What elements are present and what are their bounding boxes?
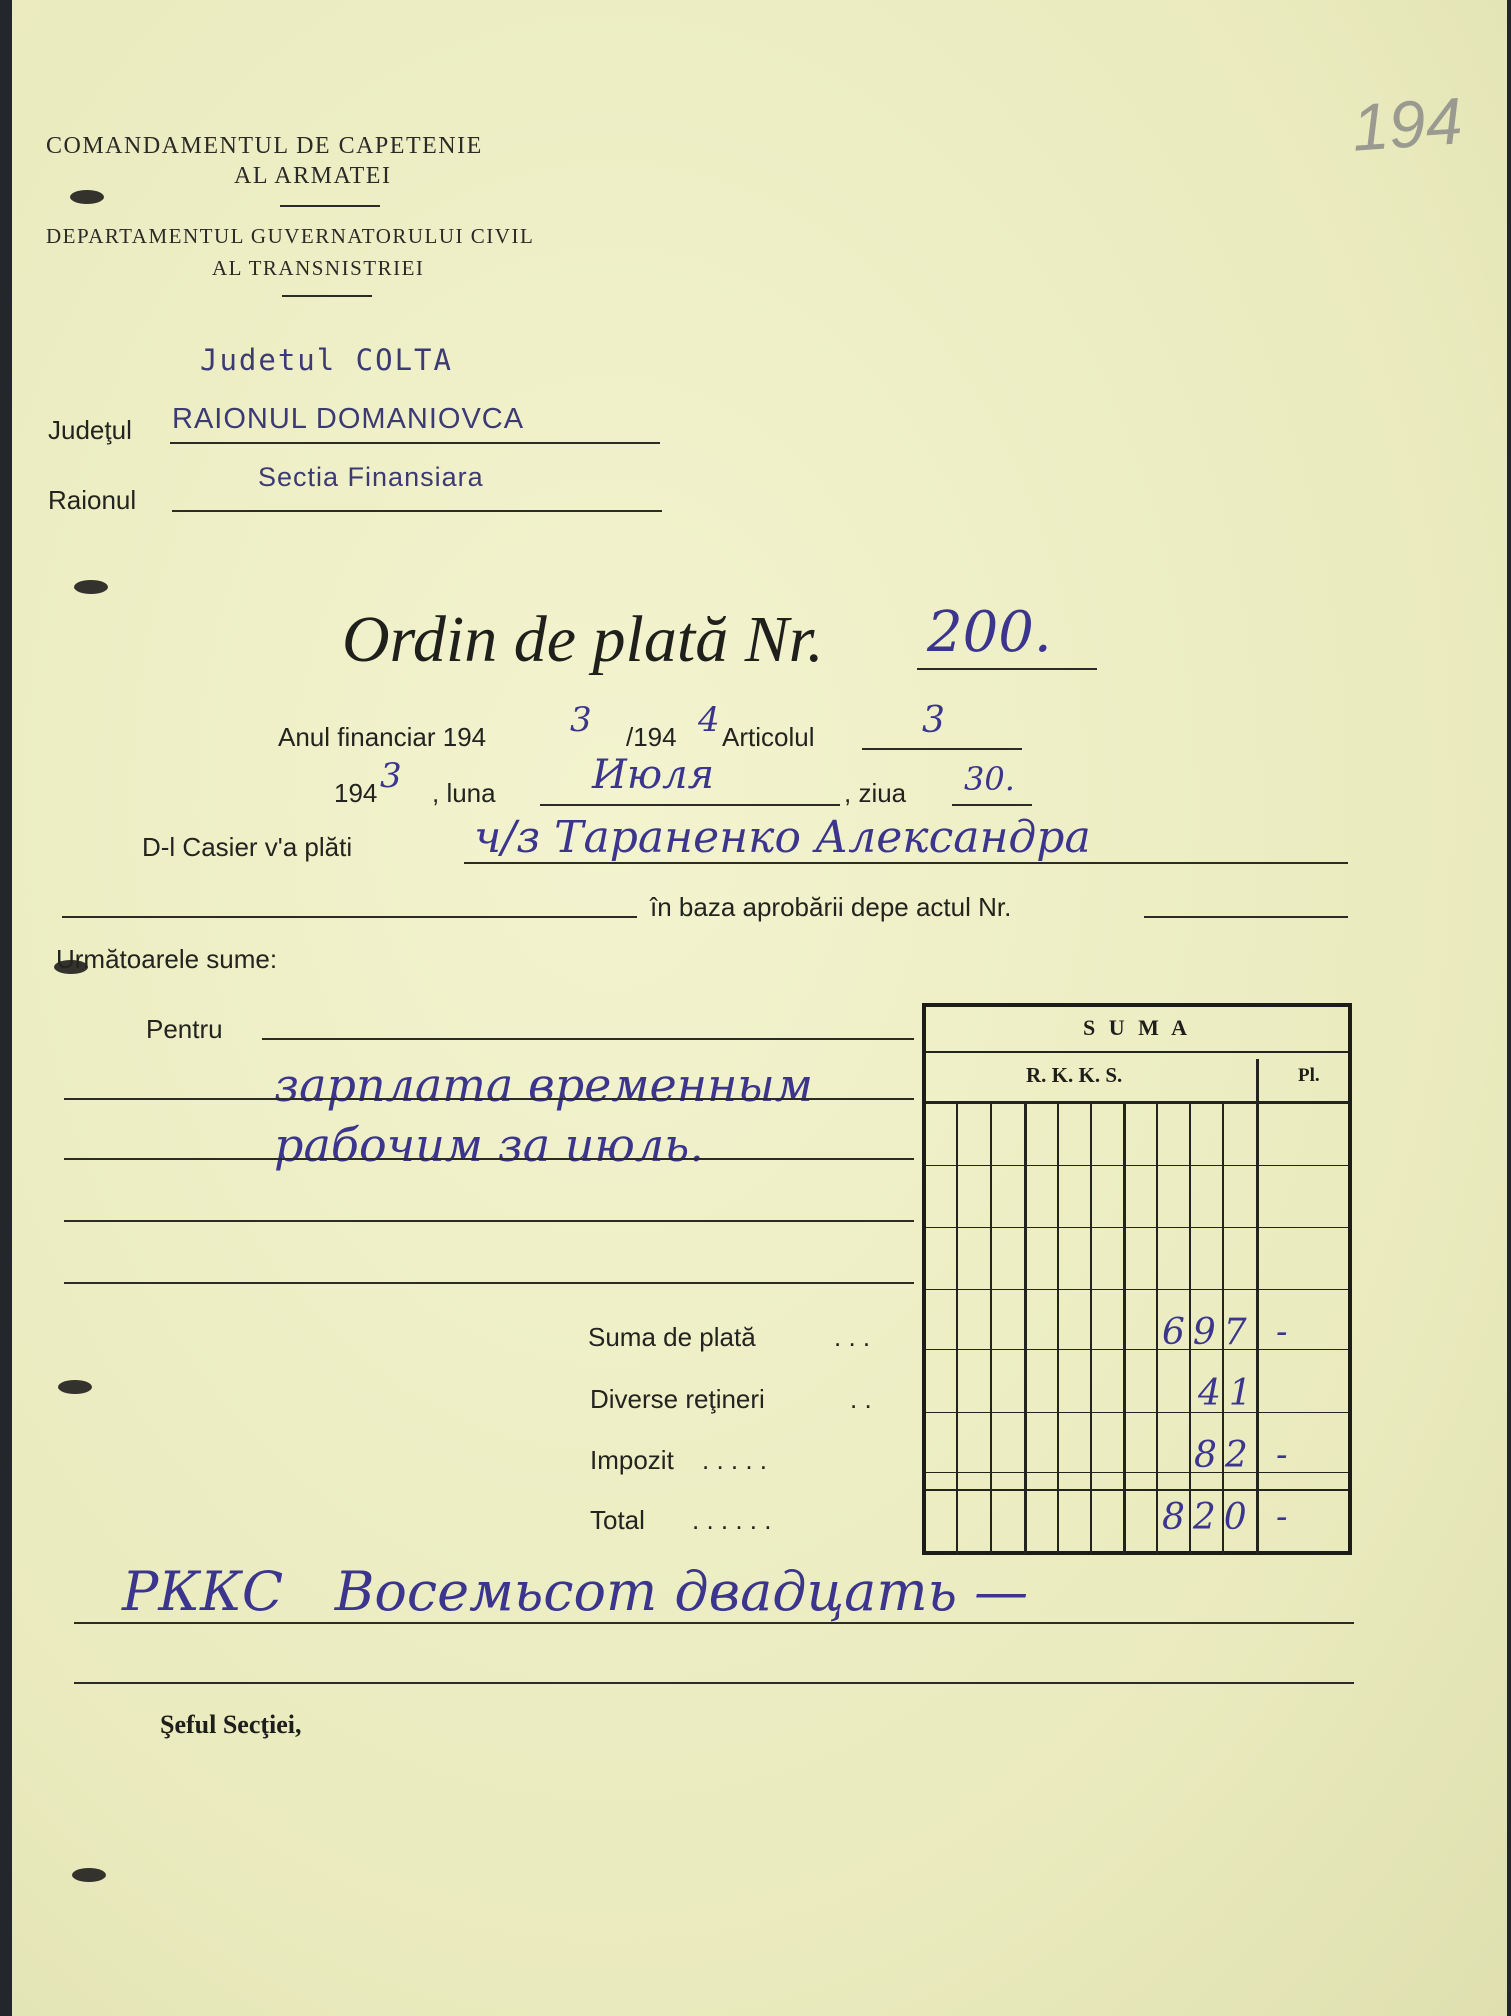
pentru-label: Pentru: [146, 1014, 223, 1044]
year-end: 4: [698, 700, 720, 740]
pl-impozit: -: [1276, 1435, 1288, 1475]
sum-words-line: [74, 1682, 1354, 1684]
pentru-line: [64, 1282, 914, 1284]
table-col: [1090, 1104, 1092, 1554]
row-dots: . . .: [834, 1322, 871, 1352]
table-rule: [926, 1051, 1348, 1053]
pentru-text-2: рабочим за июль.: [274, 1118, 704, 1172]
row-dots: . .: [850, 1384, 872, 1414]
suma-header: S U M A: [1082, 1015, 1192, 1040]
row-label-total: Total: [590, 1505, 645, 1535]
punch-hole: [58, 1380, 92, 1394]
payment-order-document: [12, 0, 1507, 2016]
header-line-2: AL ARMATEI: [234, 163, 392, 189]
sum-words-line: [74, 1622, 1354, 1624]
payee-name: ч/з Тараненко Александра: [474, 812, 1091, 863]
header-divider: [280, 205, 380, 207]
table-col: [1024, 1104, 1027, 1554]
stamp-raionul: RAIONUL DOMANIOVCA: [172, 403, 525, 435]
amount-suma-de-plata: 697: [1162, 1312, 1255, 1353]
articolul-line: [862, 748, 1022, 750]
articolul-label: Articolul: [722, 722, 815, 752]
baza-label: în baza aprobării depe actul Nr.: [650, 892, 1012, 922]
punch-hole: [72, 1868, 106, 1882]
header-line-3: DEPARTAMENTUL GUVERNATORULUI CIVIL: [46, 224, 535, 248]
luna-label: , luna: [432, 778, 496, 808]
table-rule: [926, 1227, 1348, 1228]
header-divider: [282, 295, 372, 297]
table-rule: [926, 1489, 1348, 1491]
table-col: [1156, 1104, 1158, 1554]
luna-line: [540, 804, 840, 806]
table-col: [956, 1104, 958, 1554]
payee-line: [464, 862, 1348, 864]
order-number-line: [917, 668, 1097, 670]
col-pl-header: Pl.: [1298, 1065, 1320, 1086]
punch-hole: [70, 190, 104, 204]
row-label-impozit: Impozit: [590, 1445, 674, 1475]
date-year: 3: [380, 756, 402, 796]
table-col: [1256, 1059, 1259, 1554]
table-col: [1057, 1104, 1059, 1554]
casier-label: D-l Casier v'a plăti: [142, 832, 353, 862]
table-rule: [926, 1165, 1348, 1166]
punch-hole: [74, 580, 108, 594]
ziua-label: , ziua: [844, 778, 907, 808]
table-rule: [926, 1289, 1348, 1290]
pentru-text-1: зарплата временным: [274, 1058, 813, 1112]
amount-diverse-retineri: 41: [1198, 1373, 1260, 1414]
urmatoarele-label: Următoarele sume:: [56, 944, 278, 974]
header-line-1: COMANDAMENTUL DE CAPETENIE: [46, 133, 483, 159]
page-title: Ordin de plată Nr.: [342, 603, 824, 676]
pentru-line: [64, 1158, 914, 1160]
luna-value: Июля: [592, 752, 715, 798]
row-label-suma-de-plata: Suma de plată: [588, 1322, 756, 1352]
row-dots: . . . . . .: [692, 1505, 772, 1535]
suma-table: [922, 1003, 1352, 1555]
raionul-line: [172, 510, 662, 512]
articolul-value: 3: [922, 700, 945, 741]
order-number: 200.: [927, 600, 1052, 665]
stamp-judetul: Judetul COLTA: [200, 343, 453, 377]
baza-number-line: [1144, 916, 1348, 918]
judetul-line: [170, 442, 660, 444]
stamp-sectia: Sectia Finansiara: [258, 462, 484, 492]
pentru-line: [262, 1038, 914, 1040]
row-label-diverse-retineri: Diverse reţineri: [590, 1384, 765, 1414]
anul-financiar-label: Anul financiar 194: [278, 722, 487, 752]
header-line-4: AL TRANSNISTRIEI: [212, 256, 425, 280]
year-start: 3: [570, 700, 592, 740]
pl-total: -: [1276, 1497, 1288, 1537]
archive-number: 194: [1349, 83, 1465, 165]
table-rule: [926, 1412, 1348, 1413]
ziua-value: 30.: [964, 760, 1015, 798]
sum-in-words: РККС Восемьсот двадцать —: [122, 1560, 1029, 1623]
judetul-label: Judeţul: [48, 415, 132, 445]
baza-blank-line: [62, 916, 637, 918]
year-sep: /194: [626, 722, 677, 752]
pentru-line: [64, 1098, 914, 1100]
table-col: [1123, 1104, 1126, 1554]
raionul-label: Raionul: [48, 485, 137, 515]
amount-impozit: 82: [1194, 1435, 1256, 1476]
row-dots: . . . . .: [702, 1445, 768, 1475]
table-col: [990, 1104, 992, 1554]
ziua-line: [952, 804, 1032, 806]
pentru-line: [64, 1220, 914, 1222]
pl-suma-de-plata: -: [1276, 1312, 1288, 1352]
col-rkks-header: R. K. K. S.: [1026, 1063, 1123, 1087]
sef-sectiei-label: Şeful Secţiei,: [160, 1710, 302, 1739]
amount-total: 820: [1162, 1497, 1255, 1538]
date-year-prefix: 194: [334, 778, 378, 808]
